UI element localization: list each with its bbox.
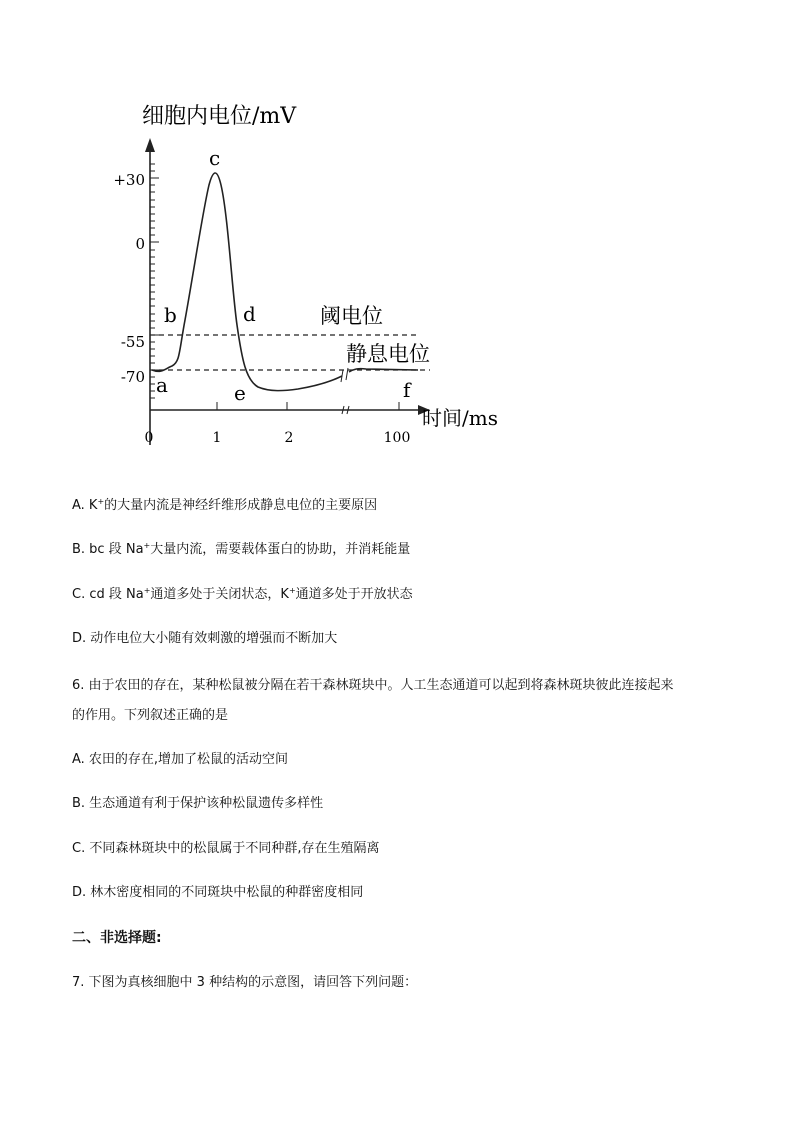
resting-potential-label: 静息电位 xyxy=(346,342,430,366)
option-text: B. bc 段 Na xyxy=(72,542,144,557)
x-tick-label: 1 xyxy=(212,430,222,446)
option-text: 的大量内流是神经纤维形成静息电位的主要原因 xyxy=(104,498,378,513)
q6-option-b: B. 生态通道有利于保护该种松鼠遗传多样性 xyxy=(72,796,324,811)
superscript: + xyxy=(97,497,105,506)
y-tick-label: +30 xyxy=(113,171,145,189)
point-label-c: c xyxy=(209,146,221,170)
y-tick-label: -70 xyxy=(120,368,145,386)
q5-option-d xyxy=(72,630,337,648)
point-label-d: d xyxy=(243,302,256,326)
superscript: + xyxy=(143,541,151,550)
x-axis-title: 时间/ms xyxy=(422,406,498,430)
point-label-f: f xyxy=(403,378,411,402)
section-heading: 二、非选择题: xyxy=(72,930,162,946)
option-text: 大量内流，需要载体蛋白的协助，并消耗能量 xyxy=(150,542,411,557)
y-tick-label: -55 xyxy=(120,333,145,351)
threshold-label: 阈电位 xyxy=(320,304,383,328)
q6-option-c: C. 不同森林斑块中的松鼠属于不同种群,存在生殖隔离 xyxy=(72,841,380,856)
option-text: 通道多处于关闭状态，K xyxy=(150,587,289,602)
q5-option-a xyxy=(72,497,377,515)
point-label-a: a xyxy=(156,373,168,397)
action-potential-curve xyxy=(152,173,342,391)
x-tick-label: 100 xyxy=(383,430,411,446)
action-potential-figure xyxy=(100,90,530,460)
option-text: A. K xyxy=(72,498,98,513)
superscript: + xyxy=(143,586,151,595)
option-text: C. cd 段 Na xyxy=(72,587,144,602)
y-minor-ticks xyxy=(150,164,159,398)
q6-option-d: D. 林木密度相同的不同斑块中松鼠的种群密度相同 xyxy=(72,885,364,900)
option-text: D. 动作电位大小随有效刺激的增强而不断加大 xyxy=(72,631,338,646)
point-label-e: e xyxy=(234,381,246,405)
y-axis-arrow xyxy=(145,138,155,152)
x-tick-label: 2 xyxy=(284,430,294,446)
q6-stem-line-2: 的作用。下列叙述正确的是 xyxy=(72,708,229,723)
y-tick-label: 0 xyxy=(135,235,145,253)
q5-option-c xyxy=(72,586,413,604)
superscript: + xyxy=(288,586,296,595)
y-axis-title: 细胞内电位/mV xyxy=(142,104,297,129)
q5-option-b xyxy=(72,541,410,559)
x-tick-label: 0 xyxy=(144,430,154,446)
point-label-b: b xyxy=(164,303,177,327)
q6-option-a: A. 农田的存在,增加了松鼠的活动空间 xyxy=(72,752,289,767)
action-potential-svg xyxy=(100,90,530,460)
option-text: 通道多处于开放状态 xyxy=(295,587,413,602)
q7-stem: 7. 下图为真核细胞中 3 种结构的示意图，请回答下列问题： xyxy=(72,975,418,990)
q6-stem-line-1: 6. 由于农田的存在，某种松鼠被分隔在若干森林斑块中。人工生态通道可以起到将森林斑块彼此连接起来 xyxy=(72,678,674,693)
